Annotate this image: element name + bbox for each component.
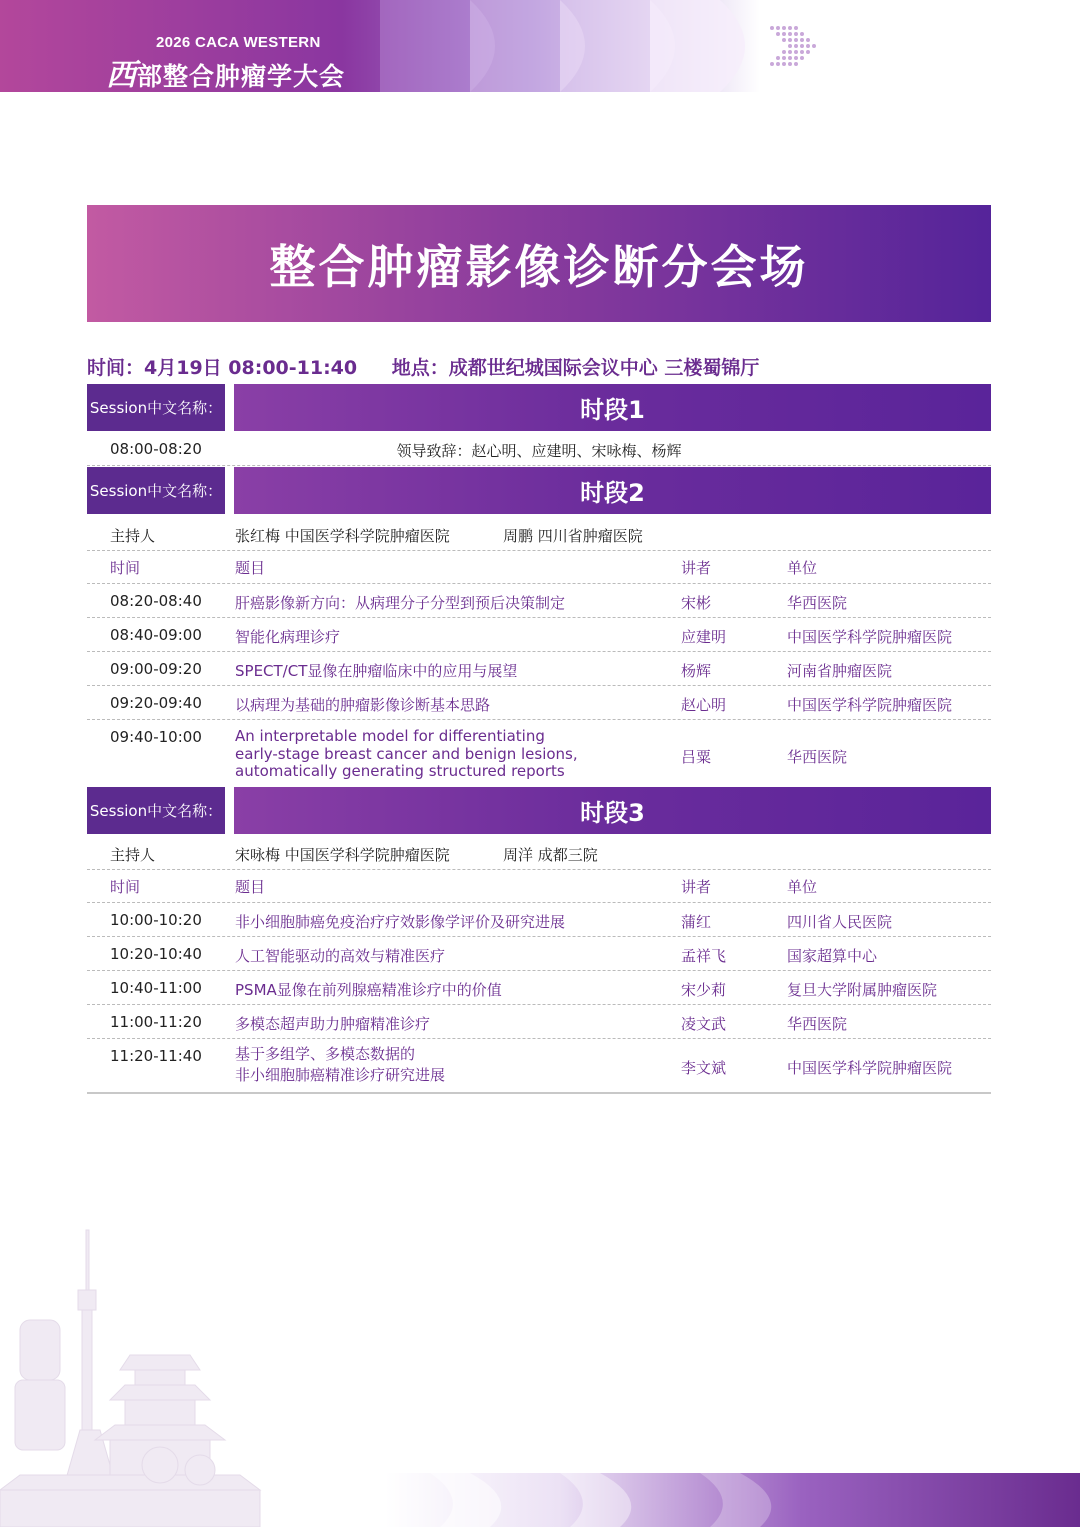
row-topic: 人工智能驱动的高效与精准医疗 bbox=[235, 947, 446, 965]
title-banner bbox=[87, 205, 991, 322]
host-2: 周鹏 四川省肿瘤医院 bbox=[503, 527, 643, 545]
row-unit: 华西医院 bbox=[787, 594, 848, 612]
topic-line: early-stage breast cancer and benign lesions, bbox=[235, 744, 578, 763]
header-topic: 题目 bbox=[235, 559, 266, 577]
row-time: 09:00-09:20 bbox=[110, 660, 202, 678]
table-row bbox=[87, 902, 991, 937]
row-topic: SPECT/CT显像在肿瘤临床中的应用与展望 bbox=[235, 662, 518, 680]
welcome-text: 领导致辞：赵心明、应建明、宋咏梅、杨辉 bbox=[396, 442, 682, 460]
welcome-row bbox=[87, 431, 991, 466]
table-row bbox=[87, 936, 991, 971]
header-unit: 单位 bbox=[787, 559, 818, 577]
header-speaker: 讲者 bbox=[681, 878, 712, 896]
table-row bbox=[87, 617, 991, 652]
session-label: Session中文名称： bbox=[87, 467, 225, 514]
topic-line: automatically generating structured reports bbox=[235, 762, 565, 780]
info-line bbox=[87, 353, 787, 380]
time-info: 时间：4月19日 08:00-11:40 bbox=[87, 357, 358, 379]
row-speaker: 凌文武 bbox=[681, 1015, 727, 1033]
session-label: Session中文名称： bbox=[87, 384, 225, 431]
table-row bbox=[87, 651, 991, 686]
row-topic: 多模态超声助力肿瘤精准诊疗 bbox=[235, 1015, 431, 1033]
topic-line: An interpretable model for differentiating bbox=[235, 727, 545, 745]
row-speaker: 吕粟 bbox=[681, 748, 712, 766]
row-topic bbox=[235, 728, 578, 781]
row-topic bbox=[235, 1044, 445, 1086]
row-unit: 华西医院 bbox=[787, 748, 848, 766]
host-label: 主持人 bbox=[110, 846, 156, 864]
row-speaker: 宋少莉 bbox=[681, 981, 727, 999]
header-time: 时间 bbox=[110, 559, 141, 577]
row-unit: 中国医学科学院肿瘤医院 bbox=[787, 628, 953, 646]
table-row bbox=[87, 1038, 991, 1090]
row-time: 10:00-10:20 bbox=[110, 911, 202, 929]
logo-line2-rest: 部整合肿瘤学大会 bbox=[137, 62, 346, 91]
row-time: 09:40-10:00 bbox=[110, 728, 202, 746]
row-unit: 国家超算中心 bbox=[787, 947, 878, 965]
host-2: 周洋 成都三院 bbox=[503, 846, 598, 864]
header-speaker: 讲者 bbox=[681, 559, 712, 577]
row-unit: 河南省肿瘤医院 bbox=[787, 662, 893, 680]
row-time: 09:20-09:40 bbox=[110, 694, 202, 712]
logo-big-char: 西 bbox=[106, 58, 137, 92]
header-banner bbox=[0, 0, 1080, 92]
row-topic: 智能化病理诊疗 bbox=[235, 628, 341, 646]
host-1: 张红梅 中国医学科学院肿瘤医院 bbox=[235, 527, 450, 545]
host-1: 宋咏梅 中国医学科学院肿瘤医院 bbox=[235, 846, 450, 864]
row-unit: 华西医院 bbox=[787, 1015, 848, 1033]
logo-text-line2 bbox=[106, 50, 345, 92]
row-unit: 中国医学科学院肿瘤医院 bbox=[787, 1059, 953, 1077]
row-topic: PSMA显像在前列腺癌精准诊疗中的价值 bbox=[235, 981, 502, 999]
row-unit: 四川省人民医院 bbox=[787, 913, 893, 931]
header-topic: 题目 bbox=[235, 878, 266, 896]
host-row bbox=[87, 835, 991, 870]
row-speaker: 李文斌 bbox=[681, 1059, 727, 1077]
row-speaker: 赵心明 bbox=[681, 696, 727, 714]
topic-line: 非小细胞肺癌精准诊疗研究进展 bbox=[235, 1066, 446, 1084]
row-time: 11:20-11:40 bbox=[110, 1047, 202, 1065]
row-speaker: 杨辉 bbox=[681, 662, 712, 680]
table-row bbox=[87, 719, 991, 783]
row-topic: 肝癌影像新方向：从病理分子分型到预后决策制定 bbox=[235, 594, 566, 612]
row-speaker: 应建明 bbox=[681, 628, 727, 646]
session3-title: 时段3 bbox=[234, 787, 991, 834]
welcome-time: 08:00-08:20 bbox=[110, 440, 202, 458]
table-bottom-rule bbox=[87, 1092, 991, 1094]
table-row bbox=[87, 970, 991, 1005]
session1-title: 时段1 bbox=[234, 384, 991, 431]
row-speaker: 孟祥飞 bbox=[681, 947, 727, 965]
row-time: 08:40-09:00 bbox=[110, 626, 202, 644]
host-label: 主持人 bbox=[110, 527, 156, 545]
row-speaker: 蒲红 bbox=[681, 913, 712, 931]
row-unit: 中国医学科学院肿瘤医院 bbox=[787, 696, 953, 714]
host-row bbox=[87, 516, 991, 551]
row-time: 08:20-08:40 bbox=[110, 592, 202, 610]
page-title: 整合肿瘤影像诊断分会场 bbox=[269, 239, 809, 294]
topic-line: 基于多组学、多模态数据的 bbox=[235, 1045, 416, 1063]
session-label: Session中文名称： bbox=[87, 787, 225, 834]
dot-arrow-icon bbox=[766, 24, 826, 68]
row-topic: 以病理为基础的肿瘤影像诊断基本思路 bbox=[235, 696, 491, 714]
row-time: 10:40-11:00 bbox=[110, 979, 202, 997]
row-topic: 非小细胞肺癌免疫治疗疗效影像学评价及研究进展 bbox=[235, 913, 566, 931]
table-row bbox=[87, 1004, 991, 1039]
row-time: 10:20-10:40 bbox=[110, 945, 202, 963]
header-time: 时间 bbox=[110, 878, 141, 896]
table-row bbox=[87, 685, 991, 720]
header-unit: 单位 bbox=[787, 878, 818, 896]
table-header bbox=[87, 869, 991, 903]
row-time: 11:00-11:20 bbox=[110, 1013, 202, 1031]
venue-info: 地点：成都世纪城国际会议中心 三楼蜀锦厅 bbox=[391, 357, 760, 379]
logo-text-line1: 2026 CACA WESTERN bbox=[156, 34, 321, 51]
table-header bbox=[87, 550, 991, 584]
row-unit: 复旦大学附属肿瘤医院 bbox=[787, 981, 938, 999]
skyline-decoration bbox=[0, 1200, 1080, 1527]
session2-title: 时段2 bbox=[234, 467, 991, 514]
table-row bbox=[87, 583, 991, 618]
row-speaker: 宋彬 bbox=[681, 594, 712, 612]
